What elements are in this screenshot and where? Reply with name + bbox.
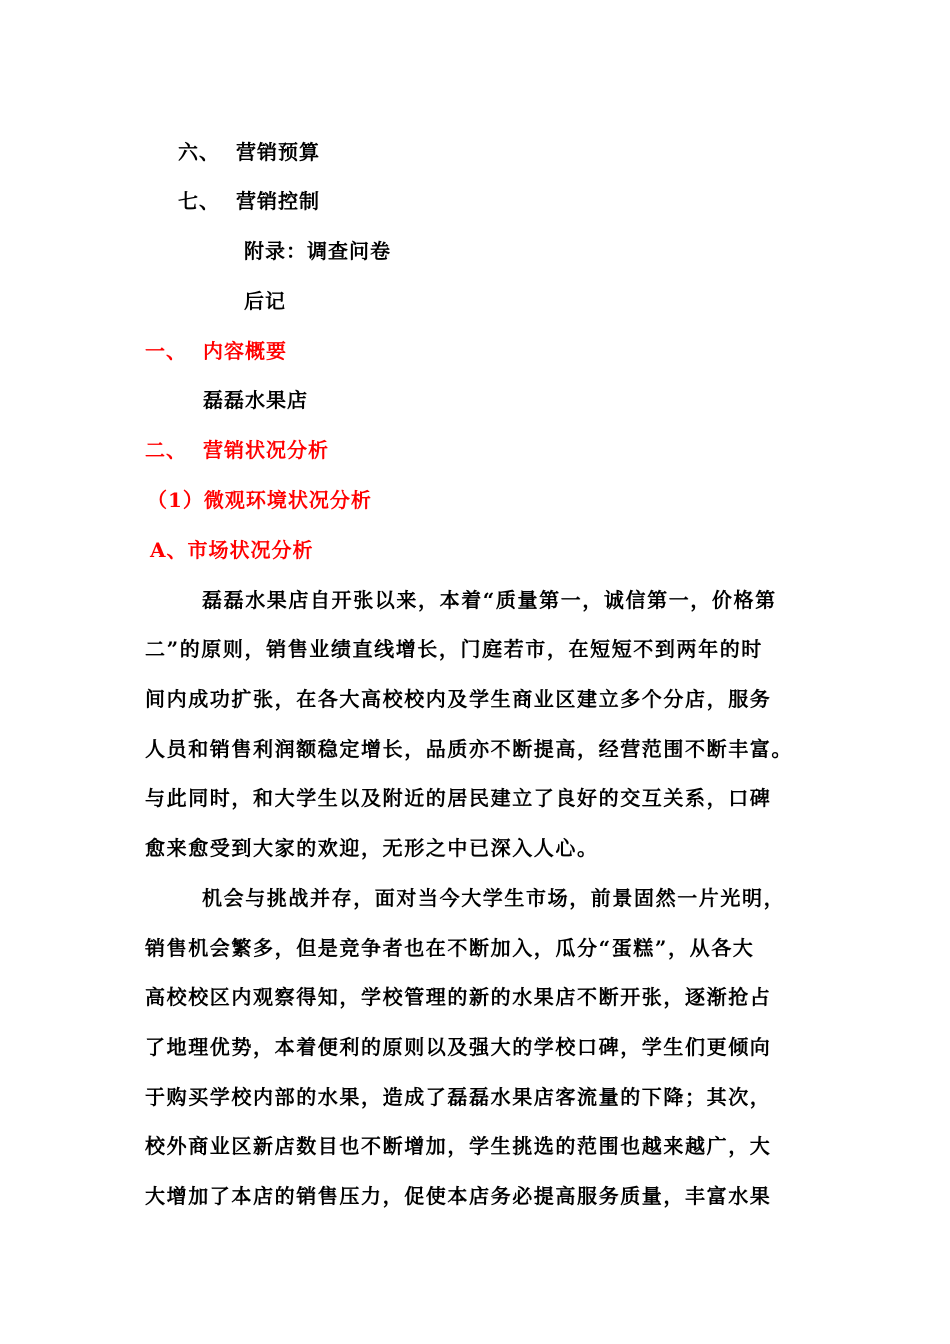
toc-item-control (178, 187, 320, 215)
paragraph-line: 与此同时，和大学生以及附近的居民建立了良好的交互关系，口碑 (145, 786, 772, 810)
section-number: 二、 (145, 438, 187, 462)
paragraph-line: 校外商业区新店数目也不断增加，学生挑选的范围也越来越广，大 (145, 1134, 772, 1158)
toc-item-number: 七、 (178, 189, 220, 213)
toc-item-label: 营销控制 (236, 189, 320, 213)
paragraph-line: 大增加了本店的销售压力，促使本店务必提高服务质量，丰富水果 (145, 1184, 772, 1208)
toc-item-budget (178, 138, 320, 166)
paragraph-line: 销售机会繁多，但是竞争者也在不断加入，瓜分“蛋糕”，从各大 (145, 936, 755, 960)
section-heading-summary (145, 337, 287, 365)
section-title: 营销状况分析 (203, 438, 329, 462)
paragraph-line: 磊磊水果店自开张以来，本着“质量第一，诚信第一，价格第 (202, 588, 777, 612)
subheading-market-status: A、市场状况分析 (150, 538, 314, 562)
section-title: 内容概要 (203, 339, 287, 363)
toc-postscript: 后记 (244, 289, 286, 313)
paragraph-line: 机会与挑战并存，面对当今大学生市场，前景固然一片光明， (202, 886, 786, 910)
toc-appendix: 附录：调查问卷 (244, 239, 391, 263)
paragraph-line: 愈来愈受到大家的欢迎，无形之中已深入人心。 (145, 836, 599, 860)
paragraph-line: 二”的原则，销售业绩直线增长，门庭若市，在短短不到两年的时 (145, 637, 763, 661)
paragraph-line: 于购买学校内部的水果，造成了磊磊水果店客流量的下降；其次， (145, 1085, 772, 1109)
paragraph-line: 了地理优势，本着便利的原则以及强大的学校口碑，学生们更倾向 (145, 1035, 772, 1059)
toc-item-label: 营销预算 (236, 140, 320, 164)
toc-item-number: 六、 (178, 140, 220, 164)
subheading-micro-environment: （1）微观环境状况分析 (147, 488, 372, 512)
section-heading-analysis (145, 436, 329, 464)
paragraph-line: 间内成功扩张，在各大高校校内及学生商业区建立多个分店，服务 (145, 687, 772, 711)
paragraph-line: 人员和销售利润额稳定增长，品质亦不断提高，经营范围不断丰富。 (145, 737, 793, 761)
section-number: 一、 (145, 339, 187, 363)
paragraph-line: 高校校区内观察得知，学校管理的新的水果店不断开张，逐渐抢占 (145, 985, 772, 1009)
section-content-store-name: 磊磊水果店 (203, 388, 308, 412)
